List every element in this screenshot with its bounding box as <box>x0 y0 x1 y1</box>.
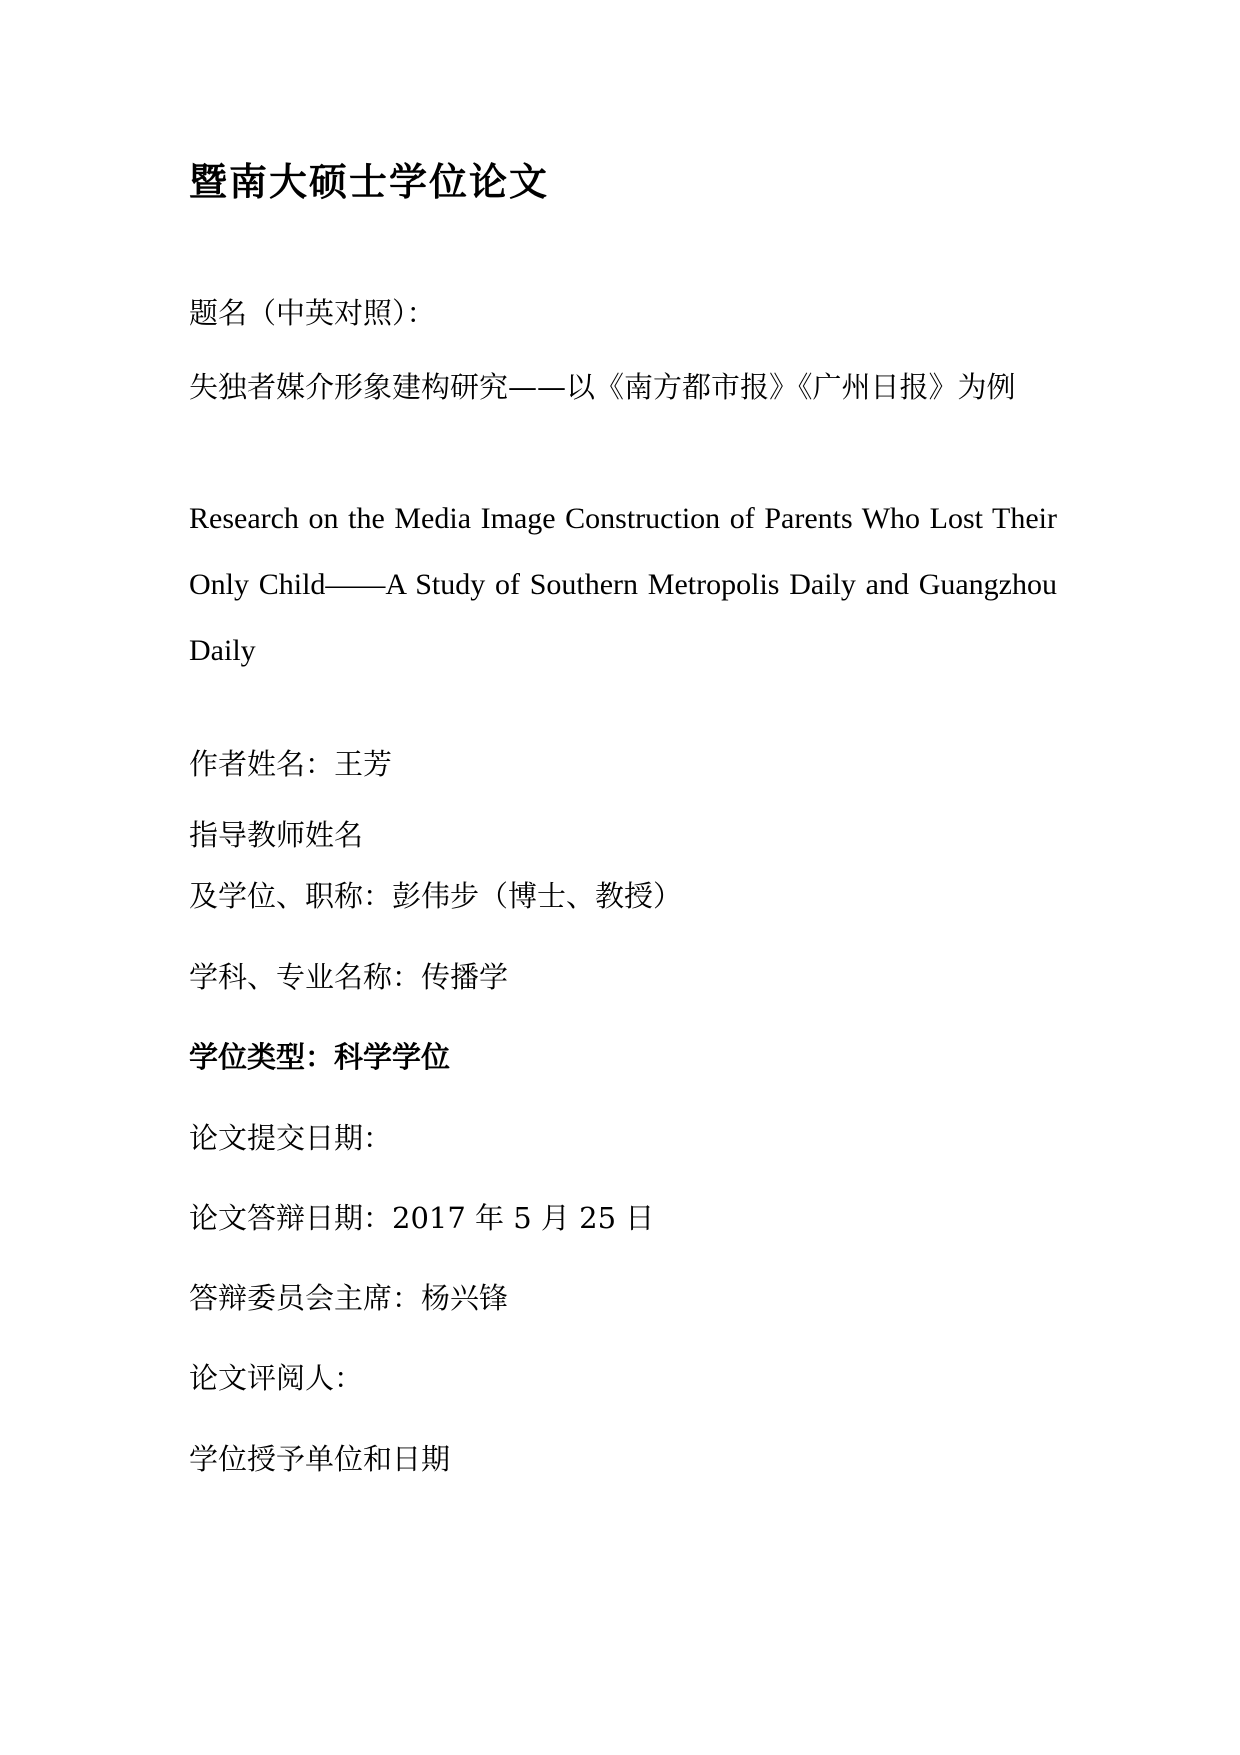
major-name: 学科、专业名称：传播学 <box>189 960 509 994</box>
committee-chair: 答辩委员会主席：杨兴锋 <box>189 1281 509 1315</box>
title-label: 题名（中英对照）： <box>189 296 436 330</box>
defense-date: 论文答辩日期：2017 年 5 月 25 日 <box>189 1201 655 1235</box>
chinese-title: 失独者媒介形象建构研究——以《南方都市报》《广州日报》为例 <box>189 370 1016 404</box>
degree-granting-unit: 学位授予单位和日期 <box>189 1442 451 1476</box>
thesis-reviewers: 论文评阅人： <box>189 1361 364 1395</box>
author-name: 作者姓名：王芳 <box>189 747 393 781</box>
university-thesis-heading: 暨南大硕士学位论文 <box>189 160 550 204</box>
degree-type: 学位类型：科学学位 <box>189 1040 451 1074</box>
advisor-degree-title: 及学位、职称：彭伟步（博士、教授） <box>189 879 683 913</box>
thesis-cover-page <box>189 0 1057 1755</box>
advisor-label: 指导教师姓名 <box>189 818 364 852</box>
english-title: Research on the Media Image Construction of Parents Who Lost Their Only Child——A Study of Southern Metropolis Daily and Guangzhou Daily <box>189 502 1057 667</box>
submission-date: 论文提交日期： <box>189 1121 393 1155</box>
